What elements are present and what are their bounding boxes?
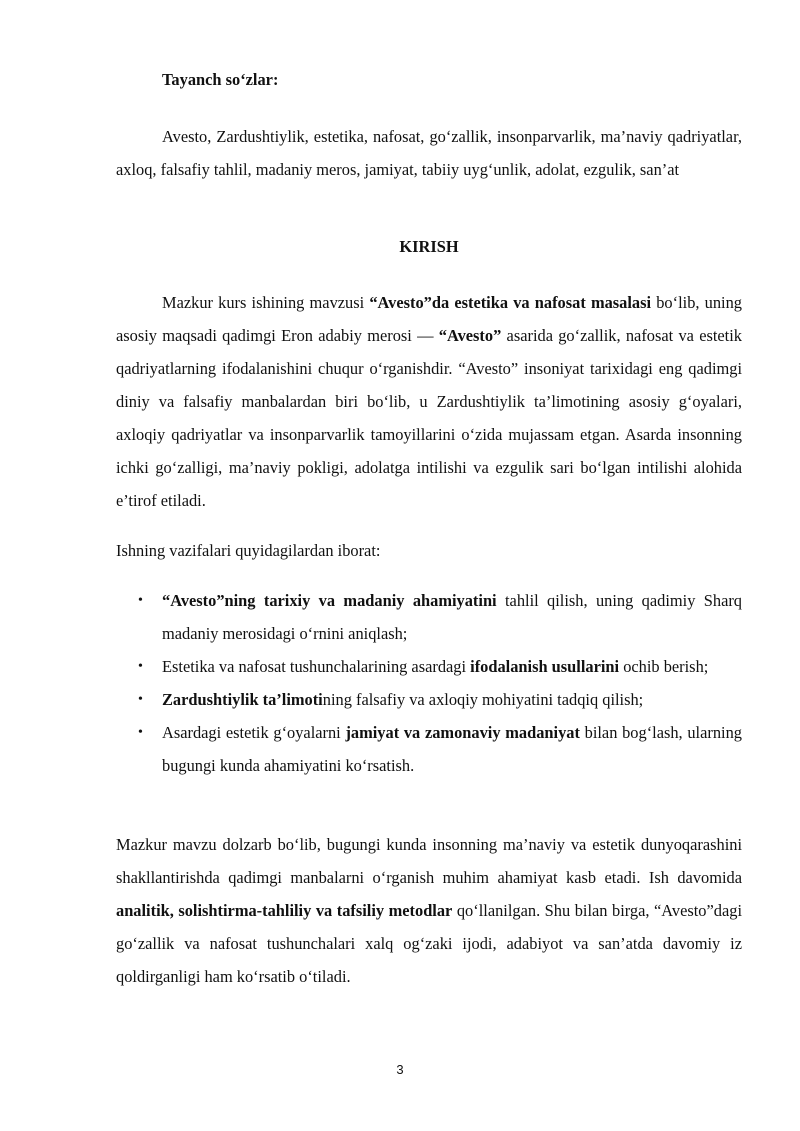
intro-text-2: bo‘lib, uning asosiy maqsadi qadimgi Eron adabiy merosi — (116, 293, 742, 345)
task-text: ning falsafiy va axloqiy mohiyatini tadqiq qilish; (322, 690, 644, 709)
intro-text-1: Mazkur kurs ishining mavzusi (162, 293, 370, 312)
page-number: 3 (396, 1062, 404, 1077)
task-text: tahlil qilish, uning qadimiy Sharq madaniy merosidagi o‘rnini aniqlash; (162, 591, 742, 643)
bullet-icon: • (138, 593, 143, 608)
tasks-list (116, 584, 742, 782)
conclusion-text-1: Mazkur mavzu dolzarb bo‘lib, bugungi kunda insonning ma’naviy va estetik dunyoqarashini shakllantirishda qadimgi manbalarni o‘rganish muhim ahamiyat kasb etadi. Ish davomida (116, 835, 742, 887)
bullet-icon: • (138, 725, 143, 740)
list-item (116, 716, 742, 782)
bullet-icon: • (138, 692, 143, 707)
task-text: Estetika va nafosat tushunchalarining asardagi (162, 657, 471, 676)
keywords-text: Avesto, Zardushtiylik, estetika, nafosat, go‘zallik, insonparvarlik, ma’naviy qadriyatlar, axloq, falsafiy tahlil, madaniy meros, jamiyat, tabiiy uyg‘unlik, adolat, ezgulik, san’at (116, 127, 742, 179)
conclusion-bold-methods: analitik, solishtirma-tahliliy va tafsiliy metodlar (116, 901, 453, 920)
intro-text-3: asarida go‘zallik, nafosat va estetik qadriyatlarning ifodalanishini chuqur o‘rganishdir. “Avesto” insoniyat tarixidagi eng qadimgi diniy va falsafiy manbalardan biri bo‘lib, u Zardushtiylik ta’limotining asosiy g‘oyalari, axloqiy qadriyatlar va insonparvarlik tamoyillarini o‘zida mujassam etgan. Asarda insonning ichki go‘zalligi, ma’naviy pokligi, adolatga intilishi va ezgulik sari bo‘lgan intilishi alohida e’tirof etiladi. (116, 326, 742, 510)
task-text: bilan bog‘lash, ularning bugungi kunda ahamiyatini ko‘rsatish. (162, 723, 742, 775)
task-text: ochib berish; (619, 657, 709, 676)
list-item (116, 683, 742, 716)
task-bold: Zardushtiylik ta’limoti (162, 690, 323, 709)
list-item (116, 584, 742, 650)
keywords-title: Tayanch so‘zlar: (162, 70, 279, 89)
task-bold: ifodalanish usullarini (470, 657, 620, 676)
task-text: Asardagi estetik g‘oyalarni (162, 723, 346, 742)
tasks-intro: Ishning vazifalari quyidagilardan iborat: (116, 541, 381, 560)
conclusion-text-2: qo‘llanilgan. Shu bilan birga, “Avesto”dagi go‘zallik va nafosat tushunchalari xalq og‘zaki ijodi, adabiyot va san’atda davomiy iz qoldirganligi ham ko‘rsatib o‘tiladi. (116, 901, 742, 986)
bullet-icon: • (138, 659, 143, 674)
conclusion-paragraph (116, 828, 742, 993)
list-item (116, 650, 742, 683)
intro-bold-topic: “Avesto”da estetika va nafosat masalasi (369, 293, 652, 312)
section-heading: KIRISH (399, 237, 459, 256)
intro-bold-avesto: “Avesto” (438, 326, 502, 345)
task-bold: jamiyat va zamonaviy madaniyat (345, 723, 580, 742)
task-bold: “Avesto”ning tarixiy va madaniy ahamiyatini (162, 591, 497, 610)
intro-paragraph (116, 286, 742, 517)
